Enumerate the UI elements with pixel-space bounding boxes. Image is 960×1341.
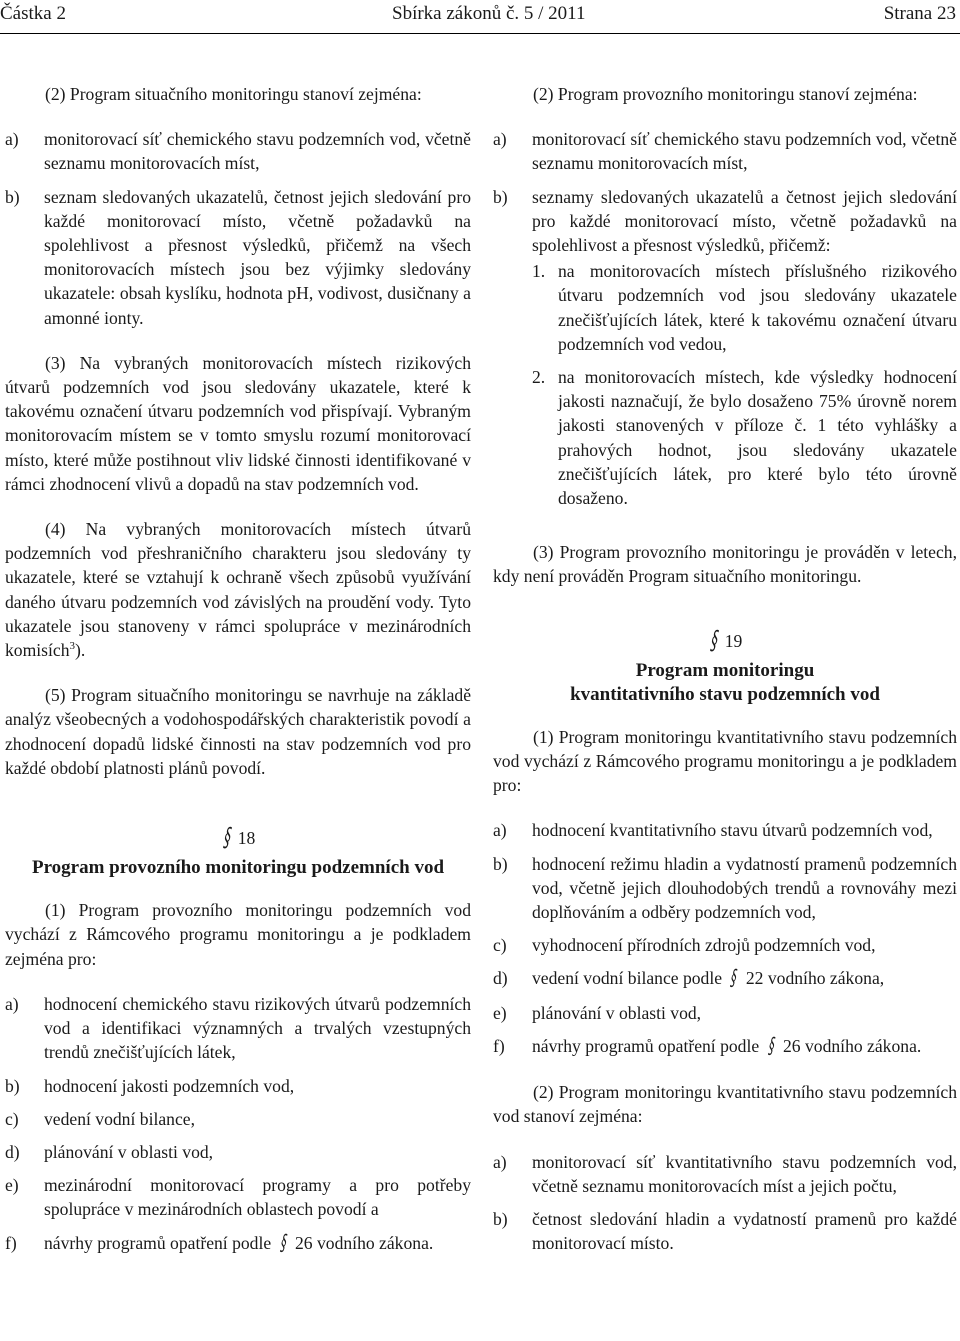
- left-p4-text: (4) Na vybraných monitorovacích místech útvarů podzemních vod přeshraničního charakteru jsou sledovány ty ukazatele, které se vztahují k ochraně všech způsobů využívání daného útvaru podzemních vod závislých na proudění vody. Tyto ukazatele jsou stanoveny v rámci spolupráce v mezinárodních komisích: [5, 519, 471, 661]
- list-item-text: plánování v oblasti vod,: [532, 1002, 702, 1023]
- list-item-mark: f): [493, 1035, 505, 1056]
- sublist-item-text: na monitorovacích místech příslušného rizikového útvaru podzemních vod jsou sledovány ukazatele znečišťujících látek, které k takovému označení útvaru podzemních vod vedou,: [558, 261, 957, 354]
- list-item-mark: a): [493, 820, 507, 841]
- list-item: [5, 1107, 471, 1131]
- list-item-text: [532, 966, 957, 991]
- section-symbol: §: [728, 966, 740, 992]
- list-item: [493, 1001, 957, 1025]
- right-p2-intro: (2) Program provozního monitoringu stanoví zejména:: [533, 84, 918, 104]
- list-item: [493, 852, 957, 925]
- list-item-text: vedení vodní bilance,: [44, 1108, 195, 1129]
- item-d-pre: vedení vodní bilance podle: [532, 968, 723, 989]
- item-f-pre: návrhy programů opatření podle: [44, 1232, 272, 1253]
- header-issue-number: 5: [523, 3, 534, 24]
- list-item: [5, 992, 471, 1065]
- section-19-title-line2: kvantitativního stavu podzemních vod: [570, 683, 880, 705]
- list-item: [5, 127, 471, 175]
- section-symbol: §: [277, 1230, 289, 1256]
- left-p5: (5) Program situačního monitoringu se navrhuje na základě analýz všeobecných a vodohospodářských charakteristik povodí a zhodnocení dopadů lidské činnosti na stav podzemních vod pro každé období platnosti plánů povodí.: [5, 685, 471, 778]
- s19-p2-intro: (2) Program monitoringu kvantitativního stavu podzemních vod stanoví zejména:: [493, 1082, 957, 1127]
- section-number: 19: [724, 630, 743, 651]
- list-item-text: mezinárodní monitorovací programy a pro potřeby spolupráce v mezinárodních oblastech povodí a: [44, 1175, 471, 1220]
- list-item-text: [532, 185, 957, 520]
- s19-p1-list: [493, 818, 957, 1059]
- list-item-mark: b): [5, 1075, 20, 1096]
- item-f-post: 26 vodního zákona.: [783, 1035, 922, 1056]
- list-item-mark: b): [493, 853, 508, 874]
- left-column: [5, 82, 471, 1277]
- left-p4: [5, 517, 471, 662]
- header-page-number: Strana 23: [883, 3, 956, 24]
- list-item: [5, 1140, 471, 1164]
- list-item-text: monitorovací síť kvantitativního stavu podzemních vod, včetně seznamu monitorovacích míst a jejich počtu,: [532, 1151, 957, 1196]
- list-item-text: vyhodnocení přírodních zdrojů podzemních vod,: [532, 935, 876, 956]
- left-p4-end: ).: [75, 640, 86, 661]
- list-item-text: hodnocení kvantitativního stavu útvarů podzemních vod,: [532, 820, 933, 841]
- right-column: [493, 82, 957, 1276]
- s19-p2-list: [493, 1150, 957, 1256]
- list-item-mark: e): [493, 1002, 507, 1023]
- sublist-item: [532, 259, 957, 356]
- section-19-heading: [493, 625, 957, 656]
- item-d-post: 22 vodního zákona,: [745, 968, 885, 989]
- list-item-text: [532, 1034, 957, 1059]
- s18-p1-intro: (1) Program provozního monitoringu podzemních vod vychází z Rámcového programu monitoringu a je podkladem zejména pro:: [5, 900, 471, 969]
- list-item-mark: b): [5, 186, 20, 207]
- sublist-item: [532, 365, 957, 510]
- list-item-text: hodnocení chemického stavu rizikových útvarů podzemních vod a identifikaci významných a trvalých vzestupných trendů znečišťujících látek,: [44, 993, 471, 1063]
- list-item-mark: d): [5, 1141, 20, 1162]
- item-f-post: 26 vodního zákona.: [295, 1232, 434, 1253]
- section-19-title: [493, 659, 957, 707]
- list-item-text: plánování v oblasti vod,: [44, 1141, 214, 1162]
- list-item-text: hodnocení jakosti podzemních vod,: [44, 1075, 295, 1096]
- header-year: / 2011: [538, 3, 586, 24]
- s18-p1-list: [5, 992, 471, 1256]
- section-18-title: Program provozního monitoringu podzemních vod: [31, 857, 445, 879]
- header-collection-prefix: Sbírka zákonů č.: [392, 3, 520, 24]
- list-item-mark: d): [493, 968, 508, 989]
- list-item: [493, 966, 957, 991]
- list-item: [5, 1231, 471, 1256]
- sublist-item-mark: 2.: [532, 367, 546, 388]
- left-p2-list: [5, 127, 471, 330]
- right-p3: (3) Program provozního monitoringu je prováděn v letech, kdy není prováděn Program situačního monitoringu.: [493, 542, 957, 587]
- list-item: [493, 127, 957, 175]
- list-item: [493, 1150, 957, 1198]
- list-item: [5, 1074, 471, 1098]
- list-item: [493, 933, 957, 957]
- list-item-mark: a): [5, 993, 19, 1014]
- section-number: 18: [237, 828, 256, 849]
- header-rule: [0, 33, 960, 34]
- list-item-mark: f): [5, 1232, 17, 1253]
- section-symbol: §: [765, 1033, 777, 1059]
- item-f-pre: návrhy programů opatření podle: [532, 1035, 760, 1056]
- list-item-mark: a): [5, 129, 19, 150]
- section-symbol: §: [220, 823, 234, 854]
- list-item-mark: c): [5, 1108, 19, 1129]
- section-19-title-line1: Program monitoringu: [635, 659, 815, 681]
- left-p2-intro: (2) Program situačního monitoringu stanoví zejména:: [45, 84, 422, 104]
- list-item: [5, 1173, 471, 1221]
- list-item-mark: a): [493, 129, 507, 150]
- list-item-text: seznam sledovaných ukazatelů, četnost jejich sledování pro každé monitorovací místo, včetně požadavků na spolehlivost a přesnost výsledků, přičemž na všech monitorovacích místech jsou bez výjimky sledovány ukazatele: obsah kyslíku, hodnota pH, vodivost, dusičnany a amonné ionty.: [44, 186, 471, 328]
- list-item-text: hodnocení režimu hladin a vydatností pramenů podzemních vod, včetně jejich dlouhodobých trendů a rovnováhy mezi doplňováním a odběry podzemních vod,: [532, 853, 957, 923]
- list-item-mark: b): [493, 1208, 508, 1229]
- header-collection: [392, 3, 585, 25]
- right-p2-list: [493, 127, 957, 519]
- list-item: [493, 1034, 957, 1059]
- sublist-item-mark: 1.: [532, 261, 546, 282]
- left-p3: (3) Na vybraných monitorovacích místech rizikových útvarů podzemních vod jsou sledovány ukazatele, které k takovému označení útvaru podzemních vod přispívají. Vybraným monitorovacím místem se v tomto smyslu rozumí monitorovací místo, které může postihnout vliv lidské činnosti identifikované v rámci zhodnocení vlivů a dopadů na stav podzemních vod.: [5, 352, 471, 494]
- footnote-ref: 3: [69, 640, 76, 653]
- list-item: [493, 1207, 957, 1255]
- page-header: [0, 0, 960, 34]
- list-item: [493, 185, 957, 520]
- right-p2-sublist: [532, 259, 957, 510]
- list-item-text: monitorovací síť chemického stavu podzemních vod, včetně seznamu monitorovacích míst,: [532, 129, 957, 174]
- list-item-text: četnost sledování hladin a vydatností pramenů pro každé monitorovací místo.: [532, 1208, 957, 1254]
- list-item-text: [44, 1231, 471, 1256]
- list-item-mark: b): [493, 186, 508, 207]
- list-item: [5, 185, 471, 330]
- s19-p1-intro: (1) Program monitoringu kvantitativního stavu podzemních vod vychází z Rámcového programu monitoringu a je podkladem pro:: [493, 726, 957, 796]
- section-symbol: §: [707, 625, 721, 656]
- sublist-item-text: na monitorovacích místech, kde výsledky hodnocení jakosti naznačují, že bylo dosaženo 75% úrovně norem jakosti stanovených v příloze č. 1 této vyhlášky a prahových hodnot, jsou sledovány ukazatele znečišťujících látek, pro které bylo této úrovně dosaženo.: [558, 367, 957, 509]
- header-part: Částka 2: [0, 3, 66, 24]
- section-18-heading: [5, 823, 471, 854]
- list-item-mark: a): [493, 1151, 507, 1172]
- item-b-text: seznamy sledovaných ukazatelů a četnost jejich sledování pro každé monitorovací místo, včetně požadavků na spolehlivost a přesnost výsledků, přičemž:: [532, 186, 957, 256]
- list-item: [493, 818, 957, 842]
- list-item-mark: c): [493, 935, 507, 956]
- list-item-mark: e): [5, 1175, 19, 1196]
- list-item-text: monitorovací síť chemického stavu podzemních vod, včetně seznamu monitorovacích míst,: [44, 129, 471, 174]
